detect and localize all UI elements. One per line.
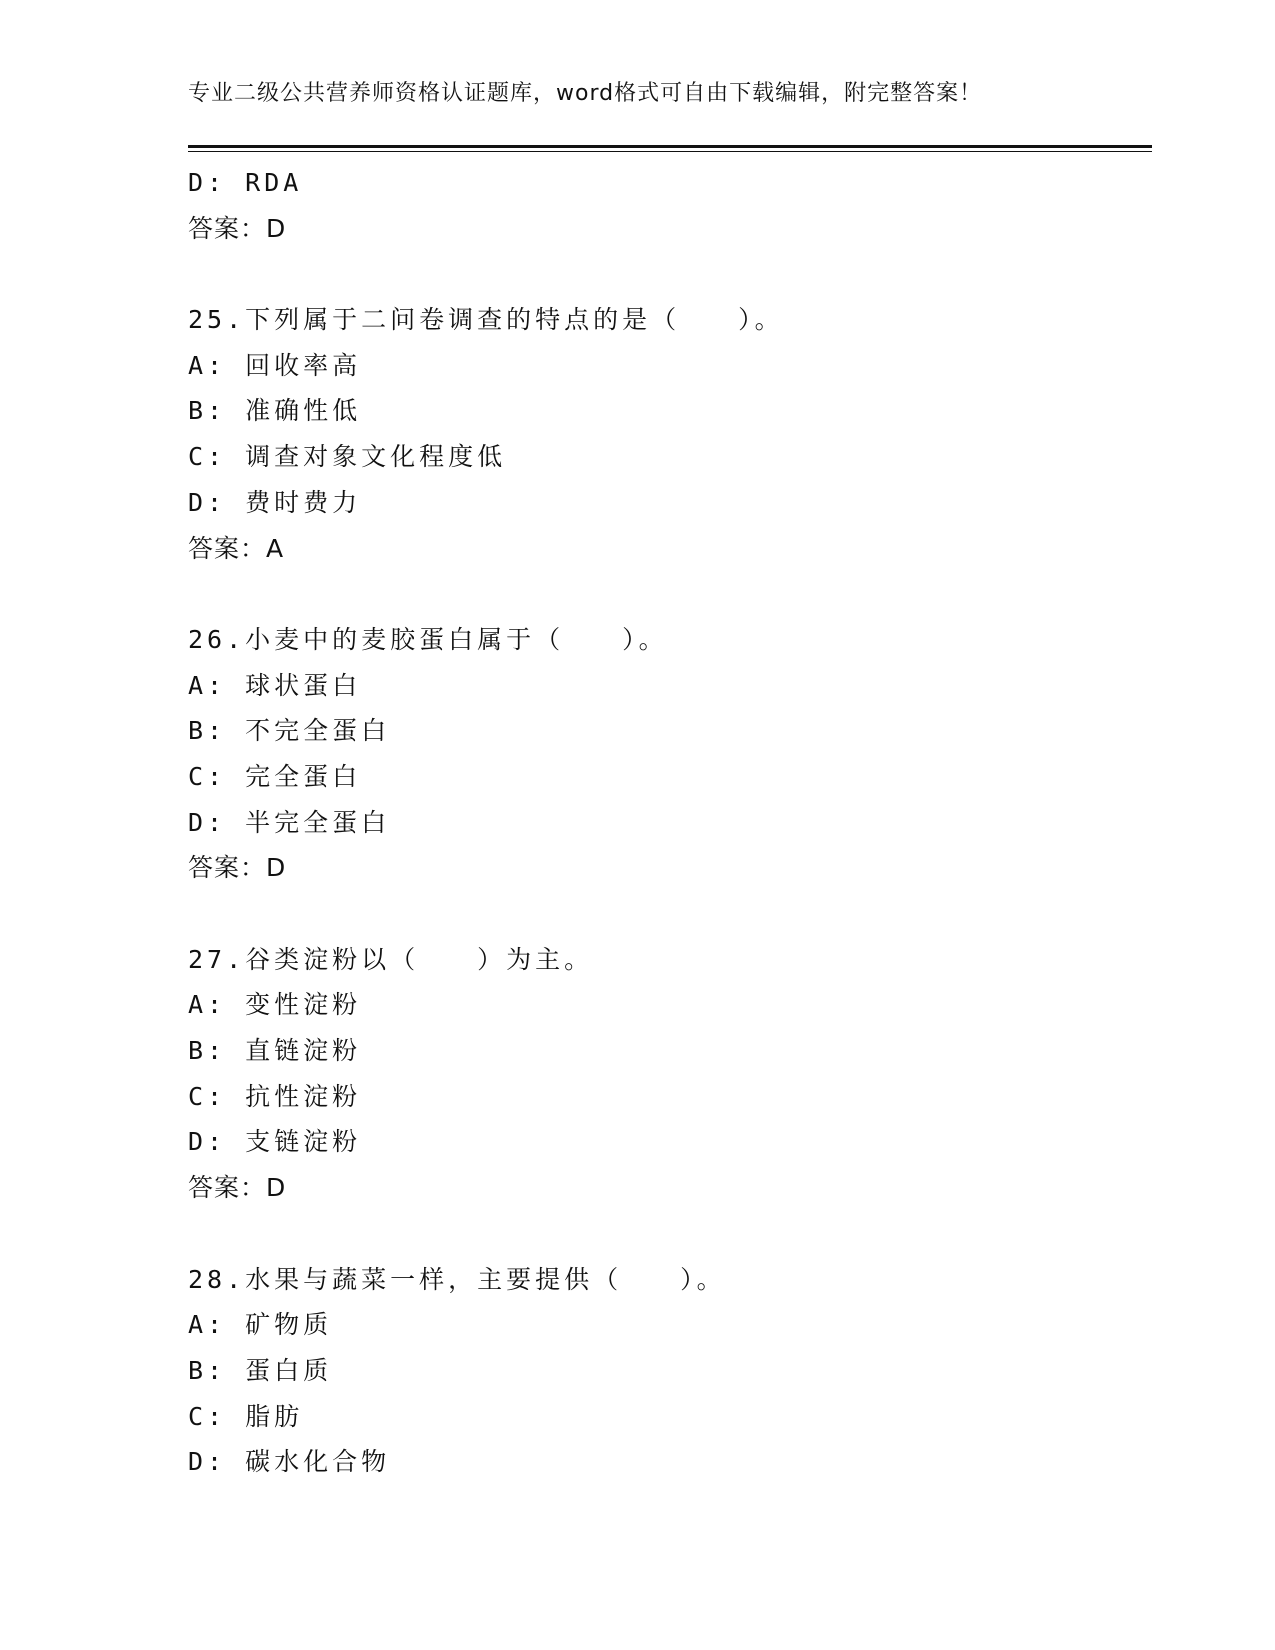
option-a: A: 变性淀粉: [188, 990, 362, 1020]
option-d: D: RDA: [188, 168, 303, 197]
option-c: C: 完全蛋白: [188, 761, 362, 791]
option-b: B: 准确性低: [188, 396, 362, 426]
answer: 答案：D: [188, 1173, 287, 1203]
page-header: 专业二级公共营养师资格认证题库，word格式可自由下载编辑，附完整答案！: [188, 81, 983, 106]
option-c: C: 调查对象文化程度低: [188, 442, 507, 472]
question-block: [188, 1257, 1152, 1485]
option-b: B: 不完全蛋白: [188, 716, 391, 746]
spacer: [188, 1211, 1152, 1257]
spacer: [188, 571, 1152, 617]
option-d: D: 支链淀粉: [188, 1127, 362, 1157]
option-d: D: 半完全蛋白: [188, 807, 391, 837]
answer: 答案：D: [188, 213, 287, 243]
option-c: C: 抗性淀粉: [188, 1081, 362, 1111]
question-block: [188, 937, 1152, 1211]
header-divider-thick: [188, 145, 1152, 148]
option-d: D: 费时费力: [188, 487, 362, 517]
question-stem: 28.水果与蔬菜一样，主要提供（ ）。: [188, 1264, 726, 1294]
question-stem: 25.下列属于二问卷调查的特点的是（ ）。: [188, 305, 784, 335]
option-b: B: 直链淀粉: [188, 1036, 362, 1066]
option-b: B: 蛋白质: [188, 1355, 333, 1385]
answer: 答案：A: [188, 533, 285, 563]
spacer: [188, 891, 1152, 937]
header-divider-thin: [188, 151, 1152, 152]
option-a: A: 球状蛋白: [188, 670, 362, 700]
question-block: [188, 617, 1152, 891]
question-list: [188, 160, 1152, 1485]
answer: 答案：D: [188, 853, 287, 883]
option-d: D: 碳水化合物: [188, 1447, 391, 1477]
question-stem: 27.谷类淀粉以（ ）为主。: [188, 944, 594, 974]
option-a: A: 回收率高: [188, 350, 362, 380]
spacer: [188, 251, 1152, 297]
question-block: [188, 297, 1152, 571]
option-c: C: 脂肪: [188, 1401, 304, 1431]
question-stem: 26.小麦中的麦胶蛋白属于（ ）。: [188, 624, 668, 654]
option-a: A: 矿物质: [188, 1310, 333, 1340]
